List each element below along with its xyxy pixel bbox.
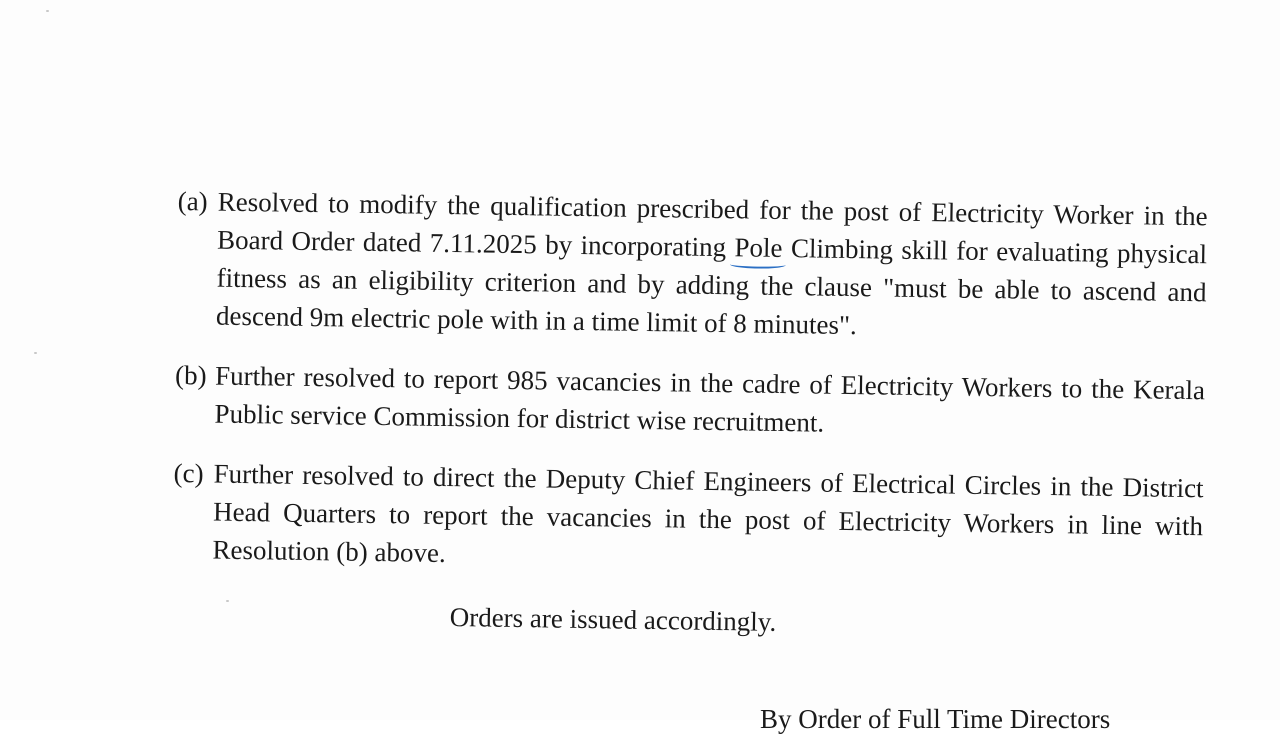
resolution-text-part: Climbing skill for evaluating physical fitness as an eligibility criterion and by adding the clause "must be able to ascend and descend 9m electric pole with in a time limit of 8 minutes". bbox=[215, 232, 1208, 341]
scan-speck bbox=[34, 352, 37, 354]
resolution-a bbox=[176, 182, 1208, 349]
resolution-label: (c) bbox=[173, 457, 204, 489]
highlighted-word: Pole bbox=[734, 232, 783, 263]
resolution-c bbox=[172, 454, 1204, 583]
resolution-text: Further resolved to direct the Deputy Chief Engineers of Electrical Circles in the District Head Quarters to report the vacancies in the post of Electricity Workers in line with Resolution (b) above. bbox=[212, 458, 1204, 569]
scan-speck bbox=[46, 10, 49, 12]
resolution-b bbox=[174, 356, 1205, 447]
resolution-text: Further resolved to report 985 vacancies in the cadre of Electricity Workers to the Kerala Public service Commission for district wise recruitment. bbox=[214, 360, 1206, 438]
closing-statement: Orders are issued accordingly. bbox=[449, 601, 777, 637]
resolution-label: (a) bbox=[177, 185, 208, 217]
resolution-text bbox=[216, 187, 1208, 340]
signature-line: By Order of Full Time Directors bbox=[760, 704, 1111, 734]
resolutions-list bbox=[172, 182, 1208, 583]
resolution-text-part: Resolved to modify the qualification prescribed for the post of Electricity Worker in the Board Order dated 7.11.2025 by incorporating bbox=[216, 186, 1208, 263]
resolution-label: (b) bbox=[174, 359, 207, 391]
scan-speck bbox=[226, 600, 229, 602]
